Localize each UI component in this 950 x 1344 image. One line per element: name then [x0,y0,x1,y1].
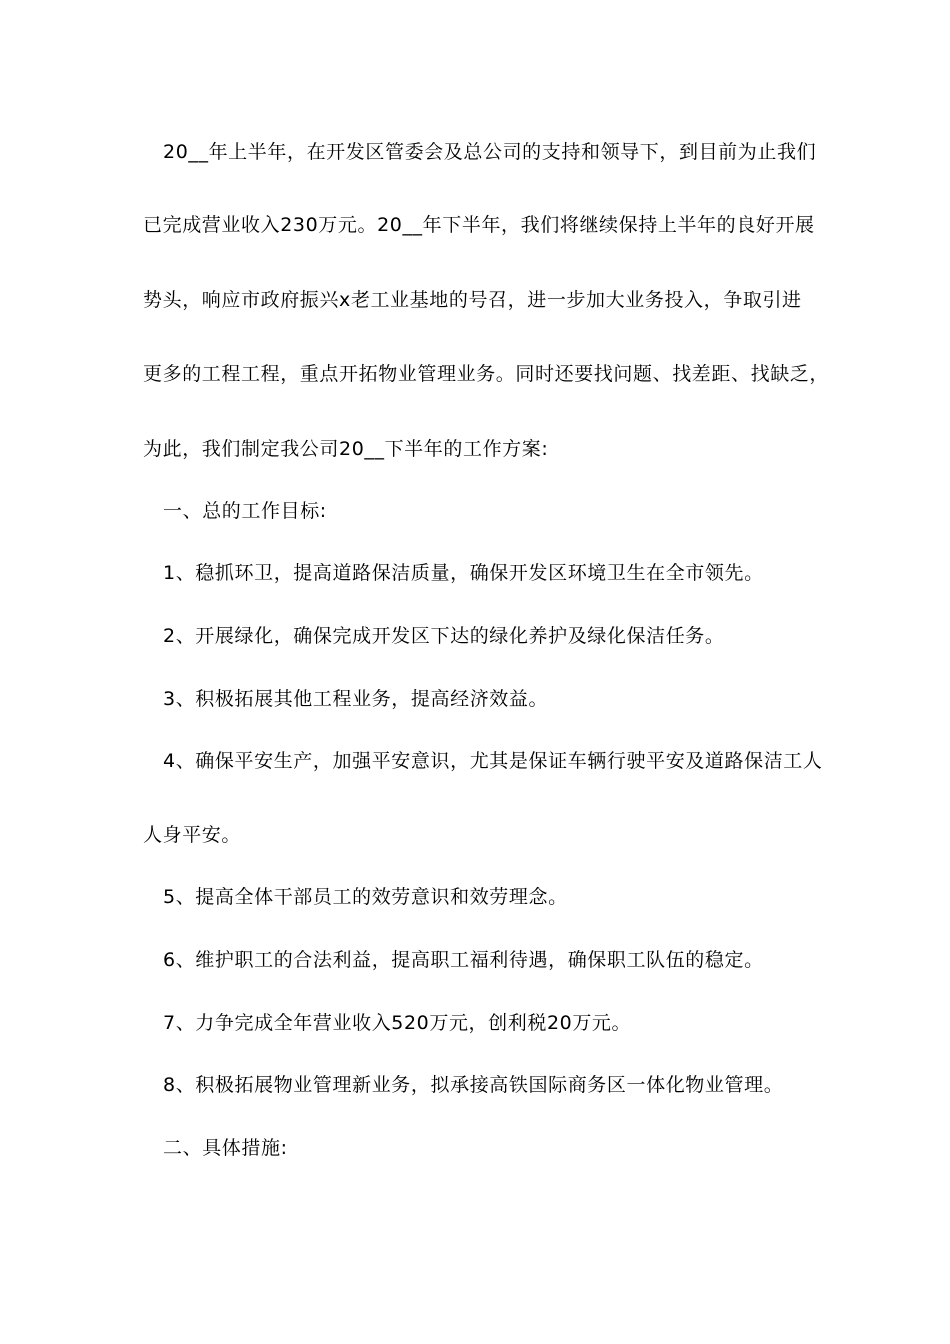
goal-item-8: 8、积极拓展物业管理新业务，拟承接高铁国际商务区一体化物业管理。 [163,1074,784,1096]
section-heading-goals: 一、总的工作目标: [163,500,327,522]
goal-item-6: 6、维护职工的合法利益，提高职工福利待遇，确保职工队伍的稳定。 [163,949,764,971]
section-heading-measures: 二、具体措施: [163,1137,288,1159]
goal-item-4: 4、确保平安生产，加强平安意识，尤其是保证车辆行驶平安及道路保洁工人 [163,750,823,772]
intro-line-1: 20__年上半年，在开发区管委会及总公司的支持和领导下，到目前为止我们 [163,141,817,163]
intro-line-4: 更多的工程工程，重点开拓物业管理业务。同时还要找问题、找差距、找缺乏， [143,363,830,385]
intro-line-3: 势头，响应市政府振兴x老工业基地的号召，进一步加大业务投入，争取引进 [143,289,802,311]
goal-item-4-continued: 人身平安。 [143,824,242,846]
intro-line-5: 为此，我们制定我公司20__下半年的工作方案: [143,438,549,460]
intro-line-2: 已完成营业收入230万元。20__年下半年，我们将继续保持上半年的良好开展 [143,214,815,236]
goal-item-3: 3、积极拓展其他工程业务，提高经济效益。 [163,688,549,710]
goal-item-2: 2、开展绿化，确保完成开发区下达的绿化养护及绿化保洁任务。 [163,625,725,647]
goal-item-1: 1、稳抓环卫，提高道路保洁质量，确保开发区环境卫生在全市领先。 [163,562,764,584]
goal-item-7: 7、力争完成全年营业收入520万元，创利税20万元。 [163,1012,632,1034]
goal-item-5: 5、提高全体干部员工的效劳意识和效劳理念。 [163,886,568,908]
